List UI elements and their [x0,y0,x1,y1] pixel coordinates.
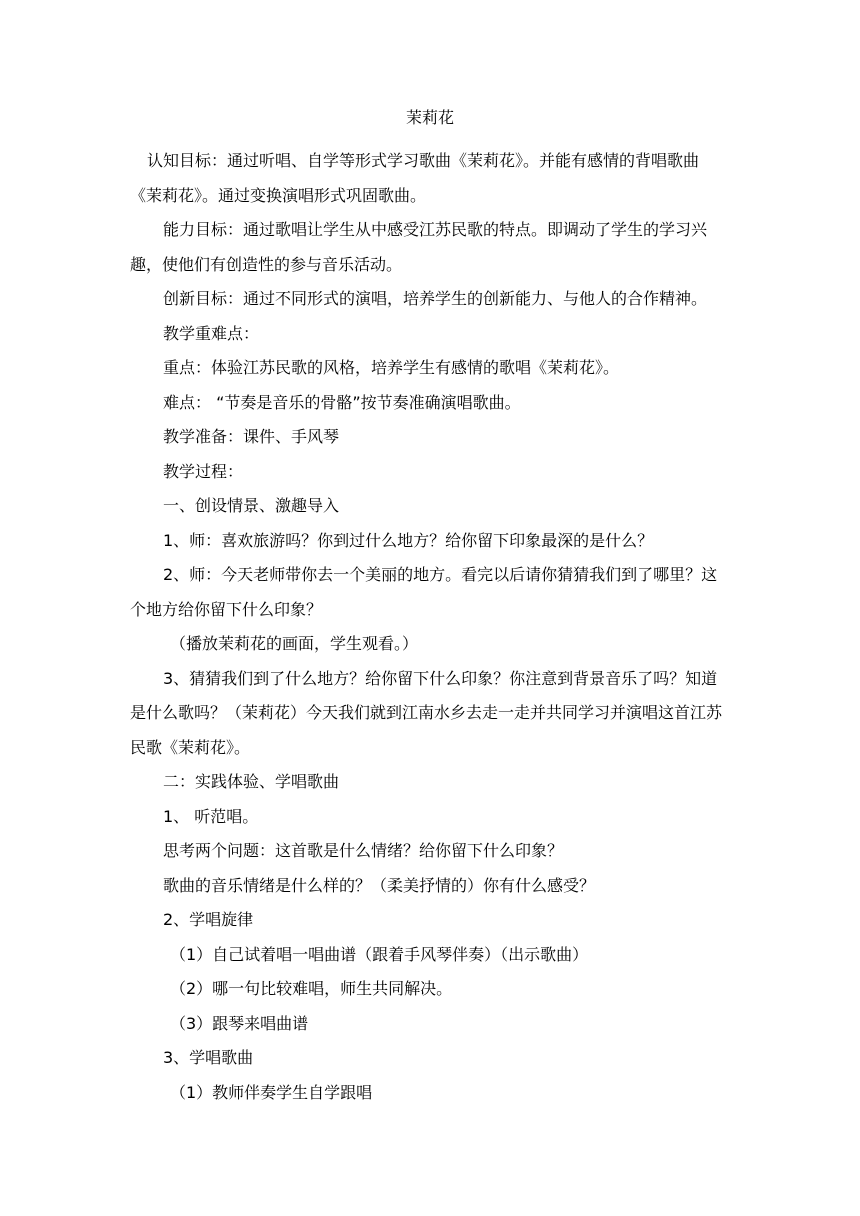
paragraph-preparation: 教学准备：课件、手风琴 [163,427,340,446]
paragraph-innovation-goal: 创新目标：通过不同形式的演唱，培养学生的创新能力、与他人的合作精神。 [163,289,708,308]
paragraph-key-point: 重点：体验江苏民歌的风格，培养学生有感情的歌唱《茉莉花》。 [163,358,620,377]
sub-item-1: （1）自己试着唱一唱曲谱（跟着手风琴伴奏）（出示歌曲） [170,944,589,964]
paragraph-cognitive-goal: 认知目标：通过听唱、自学等形式学习歌曲《茉莉花》。并能有感情的背唱歌曲《茉莉花》。通过变换演唱形式巩固歌曲。 [130,151,700,205]
list-item-melody: 2、学唱旋律 [163,910,254,929]
paragraph-note: （播放茉莉花的画面，学生观看。） [170,634,419,653]
sub-item-3: （3）跟琴来唱曲谱 [170,1013,309,1033]
document-body [130,144,730,1110]
paragraph-ability-goal: 能力目标：通过歌唱让学生从中感受江苏民歌的特点。即调动了学生的学习兴趣，使他们有创造性的参与音乐活动。 [130,220,708,274]
list-item-3: 3、猜猜我们到了什么地方？给你留下什么印象？你注意到背景音乐了吗？知道是什么歌吗？（茉莉花）今天我们就到江南水乡去走一走并共同学习并演唱这首江苏民歌《茉莉花》。 [130,668,723,757]
section-heading-intro: 一、创设情景、激趣导入 [163,496,340,515]
list-item-1: 1、师：喜欢旅游吗？你到过什么地方？给你留下印象最深的是什么？ [163,530,654,550]
section-heading-practice: 二：实践体验、学唱歌曲 [163,772,340,791]
list-item-listen: 1、 听范唱。 [163,806,259,826]
sub-item-4: （1）教师伴奏学生自学跟唱 [170,1082,373,1102]
paragraph-difficulty: 难点： “节奏是音乐的骨骼”按节奏准确演唱歌曲。 [163,392,521,412]
sub-item-2: （2）哪一句比较难唱，师生共同解决。 [170,979,453,998]
list-item-song: 3、学唱歌曲 [163,1048,254,1067]
paragraph-key-points-heading: 教学重难点： [163,323,260,343]
paragraph-process-heading: 教学过程： [163,461,244,481]
list-item-2: 2、师：今天老师带你去一个美丽的地方。看完以后请你猜猜我们到了哪里？这个地方给你留下什么印象？ [130,565,718,619]
paragraph-mood: 歌曲的音乐情绪是什么样的？（柔美抒情的）你有什么感受？ [163,875,596,895]
paragraph-questions: 思考两个问题：这首歌是什么情绪？给你留下什么印象？ [163,841,564,860]
document-title: 茉莉花 [405,108,454,127]
